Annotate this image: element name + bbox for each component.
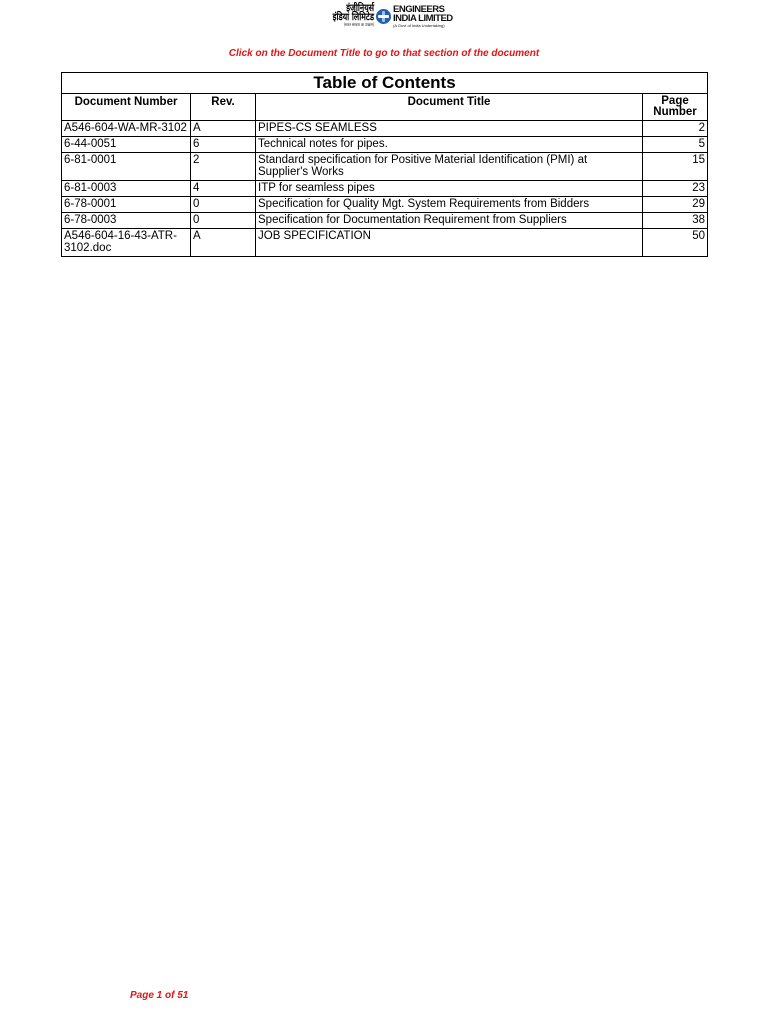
- page-indicator: Page 1 of 51: [130, 990, 189, 1001]
- table-row: [62, 181, 708, 197]
- doc-title-link[interactable]: JOB SPECIFICATION: [258, 230, 371, 242]
- doc-number-cell: 6-78-0003: [62, 213, 191, 229]
- logo-hindi-tagline: (भारत सरकार का उपक्रम): [343, 22, 374, 27]
- toc-title: Table of Contents: [62, 73, 708, 94]
- header-rev: Rev.: [191, 94, 256, 121]
- logo-hindi-line2: इंडिया लिमिटेड: [332, 12, 374, 23]
- table-row: [62, 213, 708, 229]
- logo-english-line2: INDIA LIMITED: [393, 13, 453, 24]
- logo-english-line1: ENGINEERS: [393, 4, 445, 15]
- page-number-cell: 23: [643, 181, 708, 197]
- doc-title-link[interactable]: Specification for Documentation Requirement from Suppliers: [258, 214, 567, 226]
- doc-number-cell: 6-44-0051: [62, 137, 191, 153]
- doc-number-cell: 6-81-0001: [62, 153, 191, 181]
- rev-cell: 0: [191, 213, 256, 229]
- rev-cell: A: [191, 229, 256, 257]
- doc-title-cell: [256, 213, 643, 229]
- doc-title-link[interactable]: ITP for seamless pipes: [258, 182, 375, 194]
- rev-cell: 0: [191, 197, 256, 213]
- logo-english-text: [393, 5, 453, 29]
- table-row: [62, 121, 708, 137]
- doc-title-cell: [256, 137, 643, 153]
- page-number-cell: 29: [643, 197, 708, 213]
- page-number-cell: 15: [643, 153, 708, 181]
- header-page-number-line2: Number: [653, 106, 697, 118]
- table-row: [62, 153, 708, 181]
- instruction-text: Click on the Document Title to go to that section of the document: [228, 48, 540, 59]
- doc-title-cell: [256, 153, 643, 181]
- header-document-number: Document Number: [62, 94, 191, 121]
- eil-emblem-icon: [376, 9, 391, 24]
- doc-title-cell: [256, 197, 643, 213]
- doc-number-cell: 6-81-0003: [62, 181, 191, 197]
- rev-cell: 2: [191, 153, 256, 181]
- doc-title-cell: [256, 121, 643, 137]
- rev-cell: A: [191, 121, 256, 137]
- page-number-cell: 5: [643, 137, 708, 153]
- table-of-contents: [61, 72, 708, 257]
- logo-hindi-line1: इंजीनियर्स: [346, 3, 374, 14]
- logo-english-tagline: (A Govt of India Undertaking): [393, 23, 445, 28]
- table-row: [62, 197, 708, 213]
- doc-title-link[interactable]: Technical notes for pipes.: [258, 138, 388, 150]
- header-document-title: Document Title: [256, 94, 643, 121]
- table-row: [62, 137, 708, 153]
- company-logo: [308, 4, 458, 34]
- header-page-number: [643, 94, 708, 121]
- doc-title-cell: [256, 181, 643, 197]
- rev-cell: 4: [191, 181, 256, 197]
- doc-title-link[interactable]: PIPES-CS SEAMLESS: [258, 122, 377, 134]
- rev-cell: 6: [191, 137, 256, 153]
- doc-title-link[interactable]: Standard specification for Positive Material Identification (PMI) at Supplier's Works: [258, 154, 588, 178]
- doc-title-cell: [256, 229, 643, 257]
- doc-title-link[interactable]: Specification for Quality Mgt. System Requirements from Bidders: [258, 198, 590, 210]
- doc-number-cell: 6-78-0001: [62, 197, 191, 213]
- toc-header-row: [62, 94, 708, 121]
- doc-number-cell: A546-604-16-43-ATR-3102.doc: [62, 229, 191, 257]
- header-page-number-line1: Page: [661, 95, 689, 107]
- table-row: [62, 229, 708, 257]
- page-number-cell: 2: [643, 121, 708, 137]
- logo-hindi-text: [323, 4, 374, 27]
- page-number-cell: 50: [643, 229, 708, 257]
- doc-number-cell: A546-604-WA-MR-3102: [62, 121, 191, 137]
- page-number-cell: 38: [643, 213, 708, 229]
